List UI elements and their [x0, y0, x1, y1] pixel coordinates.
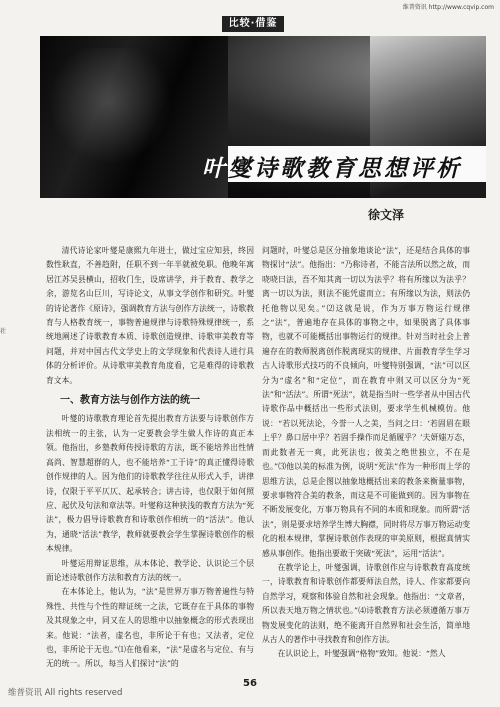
paragraph: 在认识论上，叶燮强调“格物”致知。他说：“然人	[277, 649, 446, 659]
article-title: 燮诗歌教育思想评析	[228, 155, 462, 182]
footer-copyright: 维普资讯 All rights reserved	[8, 688, 123, 698]
paragraph: 清代诗论家叶燮是康熙九年进士，做过宝应知县，终因数性耿直，不善趋附，任职不到一年半就被免职。他晚年寓居江苏吴县横山，招收门生，设席讲学，并于教育、教学之余，游览名山巨川，写诗论文，从事文学创作和研究。叶燮的诗论著作《原诗》，强调教育方法与创作方法统一，诗歌教育与人格教育统一，事物普遍规律与诗歌特殊规律统一，系统地阐述了诗歌教育本质、诗歌创造规律、诗歌审美教育等问题，并对中国古代文学史上的文学现象和代表诗人进行具体的分析评价。从诗歌审美教育角度看，它是难得的诗歌教育文本。	[46, 246, 254, 385]
author-name: 徐文泽	[368, 208, 405, 222]
left-column	[46, 244, 254, 672]
paragraph: 问题时，叶燮总是区分抽象地谈论“法”，还是结合具体的事物探讨“法”。他指出：“乃称诗者，不能言法所以然之故，而哓哓曰法，吾不知其离一切以为法乎？将有所缘以为法乎？离一切以为法，则法不能凭虚而立；有所缘以为法，则法仍托他物以见矣。”⑵这就是说，作为万事万物运行规律之“法”，普遍地存在具体的事物之中，如果脱离了具体事物，也就不可能概括出事物运行的规律。针对当时社会上普遍存在的教师脱离创作脱离现实的规律、片面教育学生学习古人诗歌形式技巧的不良倾向，叶燮特别强调，“法”可以区分为“虚名”和“定位”，而在教育中则又可以区分为“死法”和“活法”。所谓“死法”，就是指当时一些学者从中国古代诗歌作品中概括出一些形式法则，要求学生机械模仿。他说：“若以死法论，今誉一人之美，当问之曰：‘若固眉在眼上乎？鼻口居中乎？若固手操作而足循履乎？’夫妍媸万态，而此数者无一爽，此死法也；彼美之绝世独立，不在是也。”⑶他以美的标准为例，说明“死法”作为一种形而上学的思维方法，总是企图以抽象地概括出来的教条来衡量事物，要求事物符合美的教条，而这是不可能做到的。因为事物在不断发展变化，万事万物具有不同的本质和现象。而所谓“活法”，则是要求培养学生博大胸襟，同时将尽万事万物运动变化的根本规律，掌握诗歌创作表现的审美原则，根据真情实感从事创作。他指出要敢于突破“死法”，运用“活法”。	[262, 246, 470, 558]
title-banner	[40, 36, 486, 198]
banner-photo-left	[40, 36, 228, 198]
title-lead-char: 叶	[202, 155, 225, 182]
watermark-header: 维普资讯 http://www.cqvip.com	[402, 4, 494, 11]
paragraph: 在教学论上，叶燮强调，诗歌创作应与诗歌教育高度统一，诗歌教育和诗歌创作都要师法自然，诗人、作家都要向自然学习，观察和体验自然和社会现象。他指出：“文章者，所以表天地万物之情状也。”⑷诗歌教育方法必须遵循万事万物发展变化的法则，绝不能离开自然界和社会生活，简单地从古人的著作中寻找教育和创作方法。	[262, 562, 470, 644]
page-number: 56	[243, 678, 257, 689]
paragraph: 叶燮的诗歌教育理论首先提出教育方法要与诗歌创作方法相统一的主张，认为一定要教会学生做人作诗的真正本领。他指出，乡塾教师传授诗歌的方法，既不能培养出性情高尚、智慧超群的人，也不能培养“工于诗”的真正懂得诗歌创作规律的人。因为他们的诗歌教学往往从形式入手，讲律诗，仅限于平平仄仄、起承转合；讲古诗，也仅限于如何照应、起伏及句法和章法等。叶燮称这种狭浅的教育方法为“死法”，极力倡导诗歌教育和诗歌创作相统一的“活法”。他认为，通晓“活法”教学，教师就要教会学生掌握诗歌创作的根本规律。	[46, 414, 254, 554]
section-tag: 比较·借鉴	[222, 16, 284, 32]
section-heading: 一、教育方法与创作方法的统一	[60, 395, 200, 407]
edge-mark: 社	[0, 328, 7, 335]
paragraph: 叶燮运用辩证思维，从本体论、教学论、认识论三个层面论述诗歌创作方法和教育方法的统一。	[46, 558, 254, 582]
paragraph: 在本体论上，他认为，“法”是世界万事万物普遍性与特殊性、共性与个性的辩证统一之法，它既存在于具体的事物及其现象之中，同又在人的思维中以抽象概念的形式表现出来。他说：“法者，虚名也，非所论于有也；又法者，定位也，非所论于无也。”⑴在他看来，“法”是虚名与定位、有与无的统一。所以，每当人们探讨“法”的	[46, 587, 254, 669]
title-box	[202, 146, 486, 182]
right-column	[262, 244, 470, 662]
